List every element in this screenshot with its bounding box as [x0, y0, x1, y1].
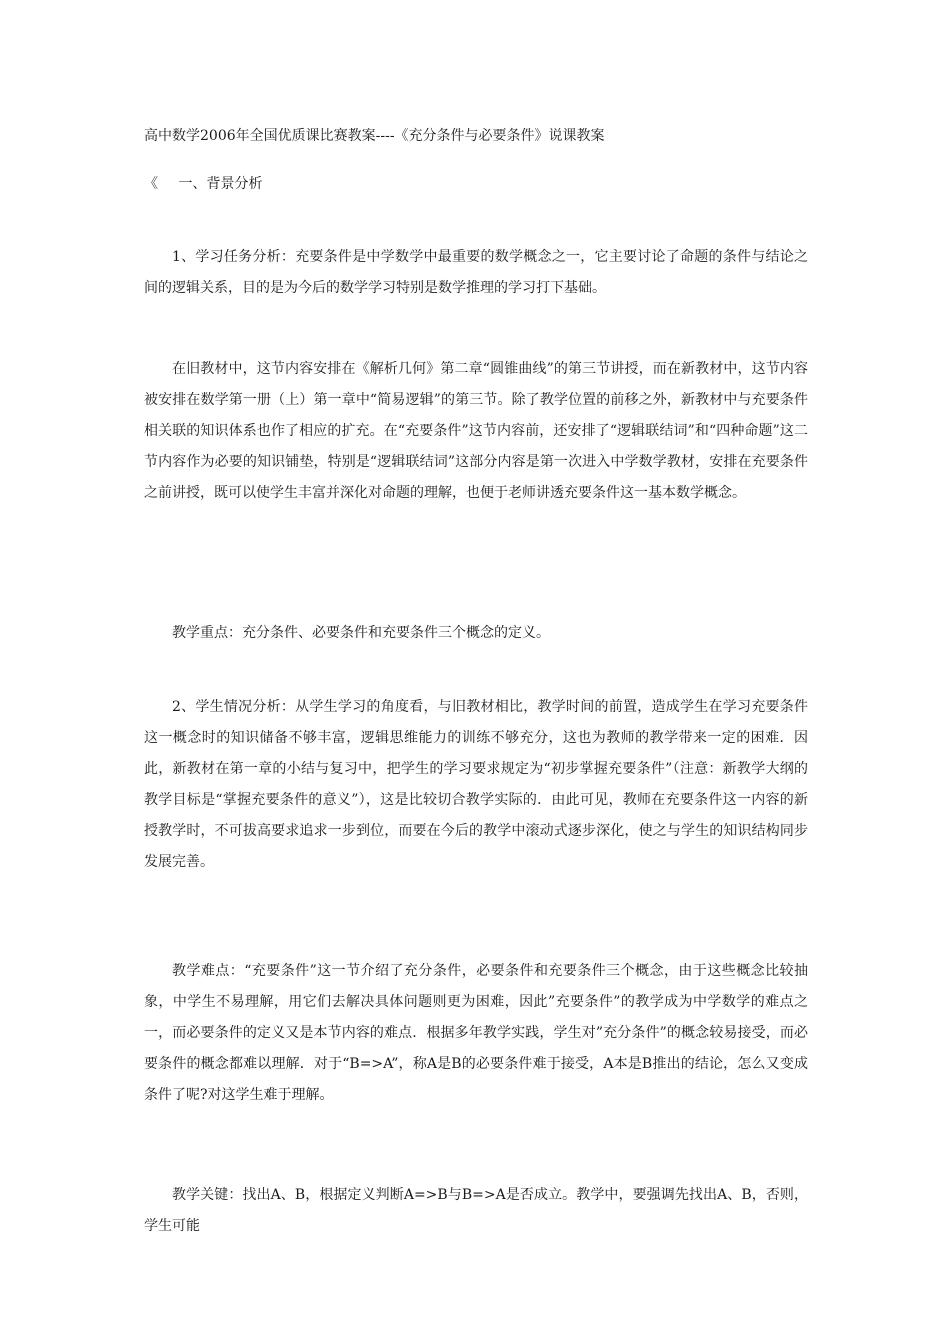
- paragraph-textbook-placement: 在旧教材中，这节内容安排在《解析几何》第二章“圆锥曲线”的第三节讲授，而在新教材中，这节内容被安排在数学第一册（上）第一章中“简易逻辑”的第三节。除了教学位置的前移之外，新教材中与充要条件相关联的知识体系也作了相应的扩充。在“充要条件”这节内容前，还安排了“逻辑联结词”和“四种命题”这二节内容作为必要的知识铺垫，特别是“逻辑联结词”这部分内容是第一次进入中学数学教材，安排在充要条件之前讲授，既可以使学生丰富并深化对命题的理解，也便于老师讲透充要条件这一基本数学概念。: [144, 361, 808, 501]
- section-heading-row: [144, 174, 262, 194]
- paragraph-key-method: 教学关键：找出A、B，根据定义判断A=>B与B=>A是否成立。教学中，要强调先找出A、B，否则，学生可能: [144, 1187, 808, 1234]
- paragraph-student-analysis: 2、学生情况分析：从学生学习的角度看，与旧教材相比，教学时间的前置，造成学生在学习充要条件这一概念时的知识储备不够丰富，逻辑思维能力的训练不够充分，这也为教师的教学带来一定的困难．因此，新教材在第一章的小结与复习中，把学生的学习要求规定为“初步掌握充要条件”（注意：新教学大纲的教学目标是“掌握充要条件的意义”），这是比较切合教学实际的．由此可见，教师在充要条件这一内容的新授教学时，不可拔高要求追求一步到位，而要在今后的教学中滚动式逐步深化，使之与学生的知识结构同步发展完善。: [144, 699, 808, 870]
- paragraph-difficulty: 教学难点：“充要条件”这一节介绍了充分条件，必要条件和充要条件三个概念，由于这些概念比较抽象，中学生不易理解，用它们去解决具体问题则更为困难，因此”充要条件”的教学成为中学数学的难点之一，而必要条件的定义又是本节内容的难点．根据多年教学实践，学生对”充分条件”的概念较易接受，而必要条件的概念都难以理解．对于“B=>A”，称A是B的必要条件难于接受，A本是B推出的结论，怎么又变成条件了呢?对这学生难于理解。: [144, 963, 808, 1103]
- paragraph-task-analysis: 1、学习任务分析：充要条件是中学数学中最重要的数学概念之一，它主要讨论了命题的条件与结论之间的逻辑关系，目的是为今后的数学学习特别是数学推理的学习打下基础。: [144, 249, 808, 296]
- section-heading: 一、背景分析: [178, 176, 263, 192]
- document-title: 高中数学2006年全国优质课比赛教案----《充分条件与必要条件》说课教案: [144, 128, 605, 144]
- section-mark: 《: [144, 176, 158, 192]
- paragraph-key-point: 教学重点：充分条件、必要条件和充要条件三个概念的定义。: [172, 625, 550, 641]
